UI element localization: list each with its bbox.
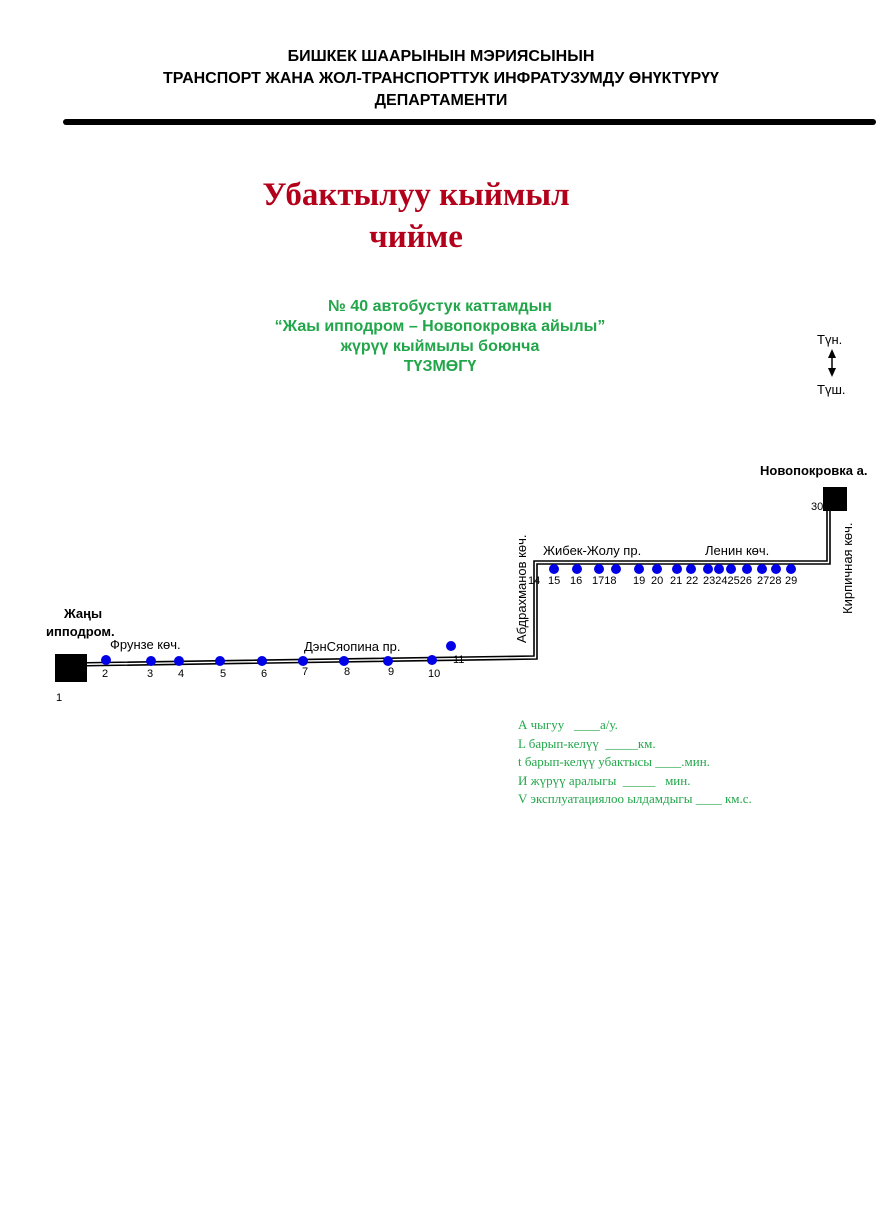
start-terminal-label-2: ипподром. xyxy=(46,624,115,639)
stop-label-30: 30 xyxy=(811,501,824,513)
stop-6 xyxy=(257,656,267,666)
stop-label-19: 19 xyxy=(633,575,646,587)
stop-9 xyxy=(383,656,393,666)
stop-label-7: 7 xyxy=(302,666,309,678)
stop-29 xyxy=(786,564,796,574)
legend-line-2: L барып-келүү _____км. xyxy=(518,735,656,751)
legend-line-5: V эксплуатациялоо ылдамдыгы ____ км.с. xyxy=(518,791,752,806)
stop-label-5: 5 xyxy=(220,668,227,680)
compass-north-label: Түн. xyxy=(817,332,843,347)
stop-label-29: 29 xyxy=(785,575,798,587)
stop-label-27-28: 2728 xyxy=(757,575,782,587)
stop-5 xyxy=(215,656,225,666)
stop-7 xyxy=(298,656,308,666)
stop-label-2: 2 xyxy=(102,668,109,680)
end-terminal-label: Новопокровка а. xyxy=(760,463,868,478)
stop-label-20: 20 xyxy=(651,575,664,587)
street-label-abdrakhmanov: Абдрахманов көч. xyxy=(514,534,529,643)
stop-label-21: 21 xyxy=(670,575,683,587)
stop-20 xyxy=(652,564,662,574)
stop-22 xyxy=(686,564,696,574)
stop-8 xyxy=(339,656,349,666)
stop-3 xyxy=(146,656,156,666)
stop-label-4: 4 xyxy=(178,668,185,680)
stop-11 xyxy=(446,641,456,651)
street-label-lenin: Ленин көч. xyxy=(705,543,770,558)
street-label-frunze: Фрунзе көч. xyxy=(110,637,181,652)
stop-10 xyxy=(427,655,437,665)
stop-label-3: 3 xyxy=(147,668,154,680)
header-line-2: ТРАНСПОРТ ЖАНА ЖОЛ-ТРАНСПОРТТУК ИНФРАТУЗУМДУ ӨНҮКТҮРҮҮ xyxy=(163,70,719,87)
stop-18 xyxy=(611,564,621,574)
stop-label-16: 16 xyxy=(570,575,583,587)
stop-2 xyxy=(101,655,111,665)
title-line-2: чийме xyxy=(369,219,463,255)
stop-label-17-18: 1718 xyxy=(592,575,617,587)
start-terminal-label-1: Жаңы xyxy=(64,606,103,621)
subtitle-line-4: ТҮЗМӨГҮ xyxy=(403,358,477,375)
stop-label-11: 11 xyxy=(453,654,465,666)
legend-line-4: И жүрүү аралыгы _____ мин. xyxy=(518,772,691,788)
stop-label-6: 6 xyxy=(261,668,268,680)
legend-line-3: t барып-келүү убактысы ____.мин. xyxy=(518,754,710,769)
compass-south-label: Түш. xyxy=(817,382,846,397)
stop-28 xyxy=(771,564,781,574)
stop-26 xyxy=(742,564,752,574)
stop-label-8: 8 xyxy=(344,666,351,678)
terminal-end xyxy=(823,487,847,511)
street-label-kirpichnaya: Кирпичная көч. xyxy=(840,522,855,614)
compass-arrow-icon xyxy=(828,349,836,377)
terminal-start xyxy=(55,654,87,682)
street-label-den-xiaoping: ДэнСяопина пр. xyxy=(304,639,401,654)
stop-17 xyxy=(594,564,604,574)
stop-label-14: 14 xyxy=(528,575,541,587)
legend-line-1: А чыгуу ____а/у. xyxy=(518,717,618,732)
subtitle-line-3: жүрүү кыймылы боюнча xyxy=(340,338,540,355)
header-line-1: БИШКЕК ШААРЫНЫН МЭРИЯСЫНЫН xyxy=(287,48,595,65)
subtitle-line-1: № 40 автобустук каттамдын xyxy=(328,298,552,315)
subtitle-line-2: “Жаы ипподром – Новопокровка айылы” xyxy=(274,318,606,335)
stop-23 xyxy=(703,564,713,574)
header-line-3: ДЕПАРТАМЕНТИ xyxy=(374,92,508,109)
stop-4 xyxy=(174,656,184,666)
route-parameters-legend xyxy=(518,716,752,809)
stop-15 xyxy=(549,564,559,574)
stop-27 xyxy=(757,564,767,574)
stop-label-1: 1 xyxy=(56,692,63,704)
stop-21 xyxy=(672,564,682,574)
stop-label-15: 15 xyxy=(548,575,561,587)
stop-label-23-26: 23242526 xyxy=(703,575,752,587)
stop-16 xyxy=(572,564,582,574)
stop-24 xyxy=(714,564,724,574)
stop-label-22: 22 xyxy=(686,575,699,587)
stop-19 xyxy=(634,564,644,574)
stop-25 xyxy=(726,564,736,574)
stop-label-10: 10 xyxy=(428,668,441,680)
street-label-zhibek-zholu: Жибек-Жолу пр. xyxy=(543,543,642,558)
title-line-1: Убактылуу кыймыл xyxy=(262,177,570,213)
stop-label-9: 9 xyxy=(388,666,395,678)
